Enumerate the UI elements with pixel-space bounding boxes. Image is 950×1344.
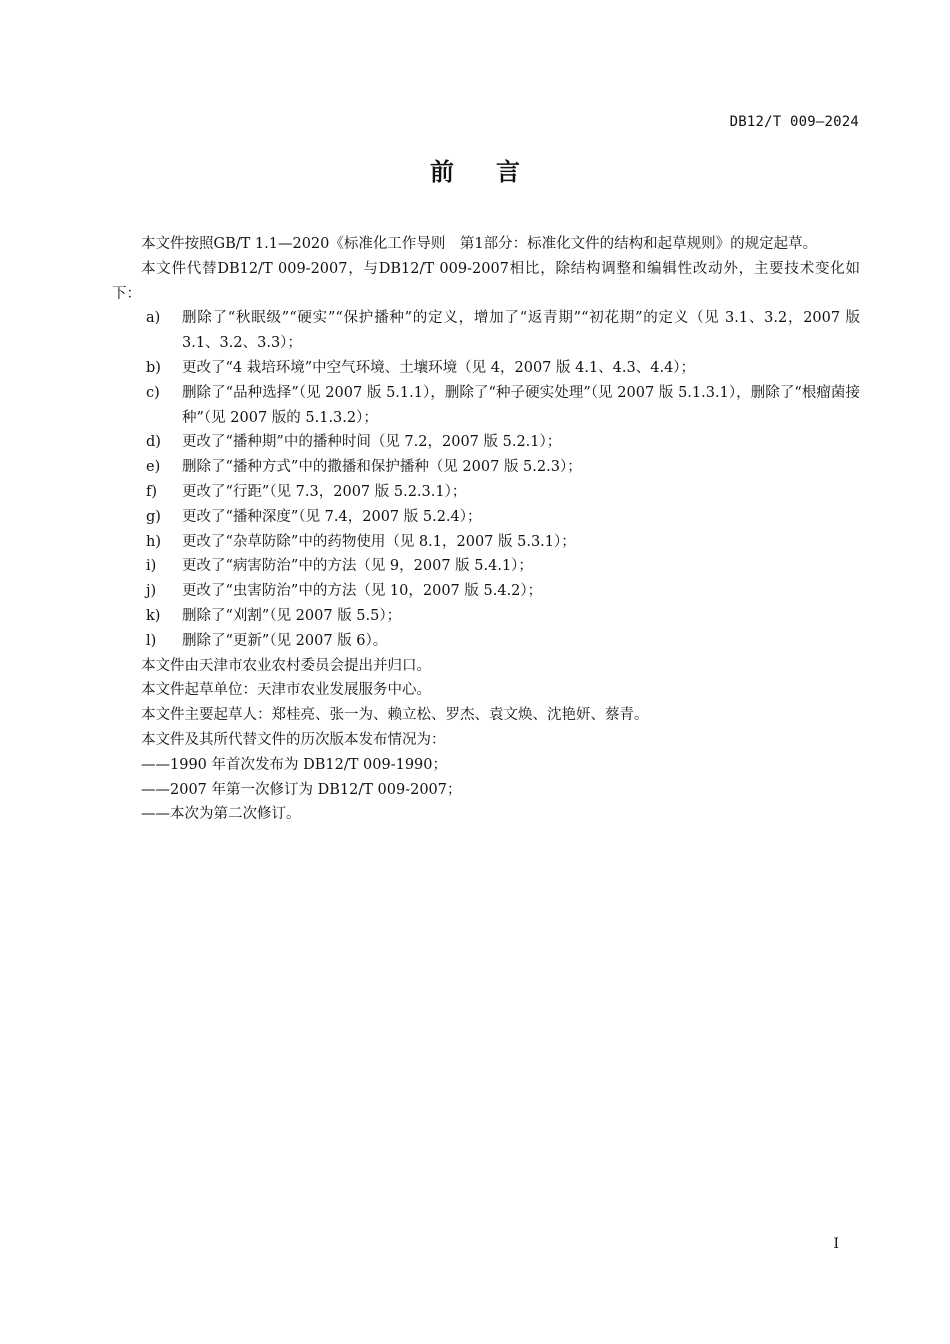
change-marker: a) <box>146 310 161 327</box>
page-number: I <box>833 1236 839 1252</box>
change-text: 删除了“品种选择”（见 2007 版 5.1.1），删除了“种子硬实处理”（见 2007 版 5.1.3.1），删除了“根瘤菌接种”（见 2007 版的 5.1.3.2）； <box>182 384 860 426</box>
change-marker: f) <box>146 483 158 500</box>
change-item <box>112 356 860 381</box>
page-title: 前言 <box>430 158 562 186</box>
change-item <box>112 579 860 604</box>
change-item <box>112 455 860 480</box>
version-history-item: ——本次为第二次修订。 <box>141 806 301 823</box>
document-code: DB12/T 009—2024 <box>729 114 859 130</box>
change-text: 删除了“秋眠级”“硬实”“保护播种”的定义，增加了“返青期”“初花期”的定义（见 3.1、3.2，2007 版 3.1、3.2、3.3）； <box>182 310 860 352</box>
change-text: 更改了“行距”（见 7.3，2007 版 5.2.3.1）； <box>182 483 467 500</box>
change-item <box>112 505 860 530</box>
intro-paragraph: 本文件代替DB12/T 009-2007，与DB12/T 009-2007相比，除结构调整和编辑性改动外，主要技术变化如下： <box>112 260 860 302</box>
change-text: 更改了“播种深度”（见 7.4，2007 版 5.2.4）； <box>182 508 482 525</box>
proposer-statement: 本文件由天津市农业农村委员会提出并归口。 <box>141 657 431 674</box>
change-marker: h) <box>146 533 161 550</box>
change-item <box>112 306 860 356</box>
change-text: 删除了“刈割”（见 2007 版 5.5）； <box>182 607 402 624</box>
change-marker: k) <box>146 607 161 624</box>
change-marker: d) <box>146 434 161 451</box>
version-history-heading: 本文件及其所代替文件的历次版本发布情况为： <box>141 731 446 748</box>
version-history-item: ——1990 年首次发布为 DB12/T 009-1990； <box>141 756 447 773</box>
change-item <box>112 480 860 505</box>
change-marker: b) <box>146 359 161 376</box>
change-text: 更改了“杂草防除”中的药物使用（见 8.1，2007 版 5.3.1）； <box>182 533 576 550</box>
change-item <box>112 604 860 629</box>
change-item <box>112 530 860 555</box>
change-item <box>112 381 860 431</box>
change-marker: j) <box>146 583 157 600</box>
change-marker: g) <box>146 508 161 525</box>
change-text: 更改了“虫害防治”中的方法（见 10，2007 版 5.4.2）； <box>182 583 543 600</box>
change-marker: l) <box>146 632 157 649</box>
change-text: 更改了“4 栽培环境”中空气环境、土壤环境（见 4，2007 版 4.1、4.3、4.4）； <box>182 359 696 376</box>
version-history-item: ——2007 年第一次修订为 DB12/T 009-2007； <box>141 781 462 798</box>
change-text: 删除了“更新”（见 2007 版 6）。 <box>182 632 388 649</box>
drafting-unit: 本文件起草单位：天津市农业发展服务中心。 <box>141 682 431 699</box>
change-list <box>112 306 860 653</box>
change-marker: e) <box>146 459 161 476</box>
change-marker: i) <box>146 558 157 575</box>
change-text: 更改了“播种期”中的播种时间（见 7.2，2007 版 5.2.1）； <box>182 434 562 451</box>
change-text: 更改了“病害防治”中的方法（见 9，2007 版 5.4.1）； <box>182 558 533 575</box>
change-item <box>112 629 860 654</box>
foreword-body <box>112 232 860 827</box>
intro-paragraph: 本文件按照GB/T 1.1—2020《标准化工作导则 第1部分：标准化文件的结构和起草规则》的规定起草。 <box>141 236 818 252</box>
change-item <box>112 430 860 455</box>
change-item <box>112 554 860 579</box>
change-marker: c) <box>146 384 160 401</box>
main-drafters: 本文件主要起草人：郑桂亮、张一为、赖立松、罗杰、袁文焕、沈艳妍、蔡青。 <box>141 707 649 724</box>
change-text: 删除了“播种方式”中的撒播和保护播种（见 2007 版 5.2.3）； <box>182 459 582 476</box>
